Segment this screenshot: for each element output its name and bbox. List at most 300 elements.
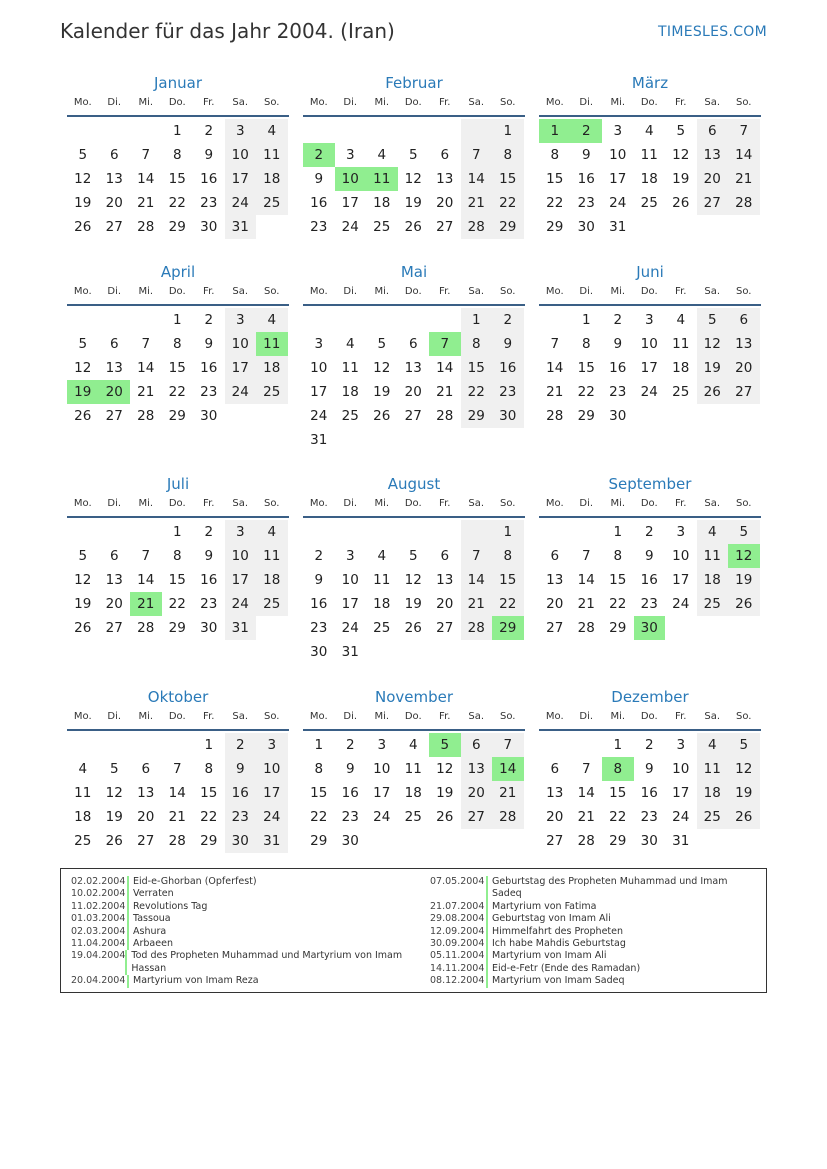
day-cell[interactable]: 2	[613, 312, 623, 328]
day-cell[interactable]: 1	[172, 312, 182, 328]
day-cell[interactable]: 6	[440, 147, 450, 163]
day-cell[interactable]: 14	[137, 360, 155, 376]
day-cell[interactable]: 17	[341, 596, 359, 612]
day-cell[interactable]: 24	[225, 592, 257, 616]
day-cell[interactable]: 18	[256, 167, 288, 191]
day-cell[interactable]: 17	[256, 781, 288, 805]
day-cell[interactable]: 12	[74, 171, 92, 187]
day-cell[interactable]: 8	[550, 147, 560, 163]
day-cell[interactable]: 5	[109, 761, 119, 777]
day-cell[interactable]: 9	[613, 336, 623, 352]
day-cell[interactable]: 15	[609, 572, 627, 588]
day-cell[interactable]: 11	[672, 336, 690, 352]
day-cell[interactable]: 24	[672, 809, 690, 825]
day-cell[interactable]: 7	[141, 548, 151, 564]
day-cell[interactable]: 24	[225, 191, 257, 215]
day-cell[interactable]: 17	[310, 384, 328, 400]
day-cell[interactable]: 6	[550, 548, 560, 564]
day-cell[interactable]: 26	[74, 408, 92, 424]
day-cell[interactable]: 25	[697, 592, 729, 616]
day-cell[interactable]: 3	[345, 147, 355, 163]
day-cell[interactable]: 22	[546, 195, 564, 211]
day-cell[interactable]: 10	[672, 548, 690, 564]
day-cell[interactable]: 18	[256, 356, 288, 380]
day-cell[interactable]: 23	[310, 620, 328, 636]
day-cell[interactable]: 27	[546, 620, 564, 636]
day-cell[interactable]: 12	[728, 544, 760, 568]
day-cell[interactable]: 13	[404, 360, 422, 376]
day-cell[interactable]: 7	[461, 143, 493, 167]
day-cell[interactable]: 17	[640, 360, 658, 376]
day-cell[interactable]: 16	[200, 171, 218, 187]
day-cell[interactable]: 19	[105, 809, 123, 825]
day-cell[interactable]: 10	[640, 336, 658, 352]
day-cell[interactable]: 31	[672, 833, 690, 849]
day-cell[interactable]: 9	[204, 548, 214, 564]
day-cell[interactable]: 24	[640, 384, 658, 400]
day-cell[interactable]: 8	[492, 143, 524, 167]
day-cell[interactable]: 10	[609, 147, 627, 163]
day-cell[interactable]: 6	[408, 336, 418, 352]
day-cell[interactable]: 10	[341, 572, 359, 588]
day-cell[interactable]: 24	[609, 195, 627, 211]
day-cell[interactable]: 26	[728, 592, 760, 616]
day-cell[interactable]: 29	[168, 408, 186, 424]
day-cell[interactable]: 24	[256, 805, 288, 829]
day-cell[interactable]: 10	[373, 761, 391, 777]
brand-link[interactable]: TIMESLES.COM	[658, 24, 767, 40]
day-cell[interactable]: 21	[728, 167, 760, 191]
day-cell[interactable]: 7	[492, 733, 524, 757]
day-cell[interactable]: 18	[697, 568, 729, 592]
day-cell[interactable]: 22	[310, 809, 328, 825]
day-cell[interactable]: 19	[404, 596, 422, 612]
day-cell[interactable]: 28	[436, 408, 454, 424]
day-cell[interactable]: 12	[697, 332, 729, 356]
day-cell[interactable]: 30	[200, 408, 218, 424]
day-cell[interactable]: 2	[204, 524, 214, 540]
day-cell[interactable]: 6	[109, 336, 119, 352]
day-cell[interactable]: 14	[436, 360, 454, 376]
day-cell[interactable]: 20	[546, 596, 564, 612]
day-cell[interactable]: 13	[728, 332, 760, 356]
day-cell[interactable]: 5	[78, 147, 88, 163]
day-cell[interactable]: 6	[728, 308, 760, 332]
day-cell[interactable]: 27	[436, 620, 454, 636]
day-cell[interactable]: 27	[137, 833, 155, 849]
day-cell[interactable]: 1	[613, 524, 623, 540]
day-cell[interactable]: 15	[168, 360, 186, 376]
day-cell[interactable]: 29	[577, 408, 595, 424]
day-cell[interactable]: 9	[204, 336, 214, 352]
day-cell[interactable]: 19	[373, 384, 391, 400]
day-cell[interactable]: 25	[256, 380, 288, 404]
day-cell[interactable]: 16	[310, 195, 328, 211]
day-cell[interactable]: 23	[225, 805, 257, 829]
day-cell[interactable]: 9	[644, 761, 654, 777]
day-cell[interactable]: 13	[546, 572, 564, 588]
day-cell[interactable]: 13	[105, 572, 123, 588]
day-cell[interactable]: 15	[546, 171, 564, 187]
day-cell[interactable]: 18	[373, 596, 391, 612]
day-cell[interactable]: 15	[200, 785, 218, 801]
day-cell[interactable]: 27	[697, 191, 729, 215]
day-cell[interactable]: 2	[644, 524, 654, 540]
day-cell[interactable]: 10	[225, 544, 257, 568]
day-cell[interactable]: 15	[492, 568, 524, 592]
day-cell[interactable]: 11	[256, 332, 288, 356]
day-cell[interactable]: 4	[78, 761, 88, 777]
day-cell[interactable]: 4	[256, 119, 288, 143]
day-cell[interactable]: 24	[310, 408, 328, 424]
day-cell[interactable]: 23	[200, 596, 218, 612]
day-cell[interactable]: 6	[109, 147, 119, 163]
day-cell[interactable]: 17	[672, 785, 690, 801]
day-cell[interactable]: 21	[130, 592, 162, 616]
day-cell[interactable]: 17	[672, 572, 690, 588]
day-cell[interactable]: 12	[404, 572, 422, 588]
day-cell[interactable]: 30	[200, 620, 218, 636]
day-cell[interactable]: 14	[728, 143, 760, 167]
day-cell[interactable]: 14	[137, 171, 155, 187]
day-cell[interactable]: 16	[609, 360, 627, 376]
day-cell[interactable]: 30	[492, 404, 524, 428]
day-cell[interactable]: 17	[373, 785, 391, 801]
day-cell[interactable]: 30	[577, 219, 595, 235]
day-cell[interactable]: 7	[429, 332, 461, 356]
day-cell[interactable]: 16	[341, 785, 359, 801]
day-cell[interactable]: 29	[609, 620, 627, 636]
day-cell[interactable]: 21	[461, 191, 493, 215]
day-cell[interactable]: 9	[644, 548, 654, 564]
day-cell[interactable]: 26	[672, 195, 690, 211]
day-cell[interactable]: 5	[408, 147, 418, 163]
day-cell[interactable]: 6	[550, 761, 560, 777]
day-cell[interactable]: 13	[137, 785, 155, 801]
day-cell[interactable]: 7	[728, 119, 760, 143]
day-cell[interactable]: 16	[640, 785, 658, 801]
day-cell[interactable]: 19	[436, 785, 454, 801]
day-cell[interactable]: 19	[672, 171, 690, 187]
day-cell[interactable]: 4	[377, 147, 387, 163]
day-cell[interactable]: 19	[404, 195, 422, 211]
day-cell[interactable]: 9	[345, 761, 355, 777]
day-cell[interactable]: 3	[256, 733, 288, 757]
day-cell[interactable]: 14	[461, 167, 493, 191]
day-cell[interactable]: 15	[492, 167, 524, 191]
day-cell[interactable]: 2	[571, 119, 603, 143]
day-cell[interactable]: 11	[404, 761, 422, 777]
day-cell[interactable]: 16	[577, 171, 595, 187]
day-cell[interactable]: 16	[200, 360, 218, 376]
day-cell[interactable]: 15	[168, 171, 186, 187]
day-cell[interactable]: 22	[461, 380, 493, 404]
day-cell[interactable]: 21	[492, 781, 524, 805]
day-cell[interactable]: 20	[436, 596, 454, 612]
day-cell[interactable]: 12	[105, 785, 123, 801]
day-cell[interactable]: 23	[200, 384, 218, 400]
day-cell[interactable]: 12	[74, 572, 92, 588]
day-cell[interactable]: 13	[546, 785, 564, 801]
day-cell[interactable]: 13	[697, 143, 729, 167]
day-cell[interactable]: 24	[341, 219, 359, 235]
day-cell[interactable]: 18	[341, 384, 359, 400]
day-cell[interactable]: 25	[404, 809, 422, 825]
day-cell[interactable]: 12	[436, 761, 454, 777]
day-cell[interactable]: 9	[314, 572, 324, 588]
day-cell[interactable]: 2	[345, 737, 355, 753]
day-cell[interactable]: 18	[404, 785, 422, 801]
day-cell[interactable]: 19	[728, 781, 760, 805]
day-cell[interactable]: 16	[225, 781, 257, 805]
day-cell[interactable]: 8	[581, 336, 591, 352]
day-cell[interactable]: 7	[581, 761, 591, 777]
day-cell[interactable]: 28	[137, 219, 155, 235]
day-cell[interactable]: 30	[341, 833, 359, 849]
day-cell[interactable]: 4	[408, 737, 418, 753]
day-cell[interactable]: 27	[546, 833, 564, 849]
day-cell[interactable]: 4	[256, 308, 288, 332]
day-cell[interactable]: 20	[105, 596, 123, 612]
day-cell[interactable]: 26	[728, 805, 760, 829]
day-cell[interactable]: 28	[168, 833, 186, 849]
day-cell[interactable]: 10	[256, 757, 288, 781]
day-cell[interactable]: 28	[577, 620, 595, 636]
day-cell[interactable]: 5	[408, 548, 418, 564]
day-cell[interactable]: 4	[644, 123, 654, 139]
day-cell[interactable]: 20	[461, 781, 493, 805]
day-cell[interactable]: 24	[225, 380, 257, 404]
day-cell[interactable]: 1	[492, 520, 524, 544]
day-cell[interactable]: 1	[539, 119, 571, 143]
day-cell[interactable]: 9	[581, 147, 591, 163]
day-cell[interactable]: 9	[314, 171, 324, 187]
day-cell[interactable]: 26	[404, 620, 422, 636]
day-cell[interactable]: 22	[168, 596, 186, 612]
day-cell[interactable]: 3	[377, 737, 387, 753]
day-cell[interactable]: 31	[609, 219, 627, 235]
day-cell[interactable]: 4	[697, 520, 729, 544]
day-cell[interactable]: 9	[204, 147, 214, 163]
day-cell[interactable]: 14	[461, 568, 493, 592]
day-cell[interactable]: 8	[461, 332, 493, 356]
day-cell[interactable]: 20	[137, 809, 155, 825]
day-cell[interactable]: 29	[492, 215, 524, 239]
day-cell[interactable]: 12	[728, 757, 760, 781]
day-cell[interactable]: 5	[78, 336, 88, 352]
day-cell[interactable]: 8	[204, 761, 214, 777]
day-cell[interactable]: 29	[168, 219, 186, 235]
day-cell[interactable]: 11	[366, 167, 398, 191]
day-cell[interactable]: 22	[200, 809, 218, 825]
day-cell[interactable]: 16	[200, 572, 218, 588]
day-cell[interactable]: 16	[640, 572, 658, 588]
day-cell[interactable]: 25	[373, 219, 391, 235]
day-cell[interactable]: 26	[404, 219, 422, 235]
day-cell[interactable]: 23	[492, 380, 524, 404]
day-cell[interactable]: 11	[341, 360, 359, 376]
day-cell[interactable]: 8	[492, 544, 524, 568]
day-cell[interactable]: 19	[728, 568, 760, 592]
day-cell[interactable]: 2	[644, 737, 654, 753]
day-cell[interactable]: 7	[141, 336, 151, 352]
day-cell[interactable]: 23	[640, 809, 658, 825]
day-cell[interactable]: 17	[225, 568, 257, 592]
day-cell[interactable]: 25	[256, 191, 288, 215]
day-cell[interactable]: 29	[200, 833, 218, 849]
day-cell[interactable]: 19	[74, 195, 92, 211]
day-cell[interactable]: 31	[225, 616, 257, 640]
day-cell[interactable]: 20	[99, 380, 131, 404]
day-cell[interactable]: 13	[105, 171, 123, 187]
day-cell[interactable]: 13	[105, 360, 123, 376]
day-cell[interactable]: 15	[168, 572, 186, 588]
day-cell[interactable]: 27	[404, 408, 422, 424]
day-cell[interactable]: 20	[404, 384, 422, 400]
day-cell[interactable]: 15	[461, 356, 493, 380]
day-cell[interactable]: 29	[168, 620, 186, 636]
day-cell[interactable]: 12	[373, 360, 391, 376]
day-cell[interactable]: 11	[373, 572, 391, 588]
day-cell[interactable]: 11	[640, 147, 658, 163]
day-cell[interactable]: 10	[225, 143, 257, 167]
day-cell[interactable]: 30	[609, 408, 627, 424]
day-cell[interactable]: 14	[137, 572, 155, 588]
day-cell[interactable]: 18	[672, 360, 690, 376]
day-cell[interactable]: 1	[581, 312, 591, 328]
day-cell[interactable]: 28	[728, 191, 760, 215]
day-cell[interactable]: 7	[581, 548, 591, 564]
day-cell[interactable]: 8	[172, 336, 182, 352]
day-cell[interactable]: 1	[172, 524, 182, 540]
day-cell[interactable]: 15	[577, 360, 595, 376]
day-cell[interactable]: 15	[609, 785, 627, 801]
day-cell[interactable]: 28	[577, 833, 595, 849]
day-cell[interactable]: 8	[172, 548, 182, 564]
day-cell[interactable]: 26	[373, 408, 391, 424]
day-cell[interactable]: 20	[105, 195, 123, 211]
day-cell[interactable]: 27	[105, 408, 123, 424]
day-cell[interactable]: 11	[256, 544, 288, 568]
day-cell[interactable]: 4	[256, 520, 288, 544]
day-cell[interactable]: 26	[697, 380, 729, 404]
day-cell[interactable]: 20	[728, 356, 760, 380]
day-cell[interactable]: 26	[74, 219, 92, 235]
day-cell[interactable]: 28	[492, 805, 524, 829]
day-cell[interactable]: 17	[341, 195, 359, 211]
day-cell[interactable]: 28	[137, 620, 155, 636]
day-cell[interactable]: 11	[256, 143, 288, 167]
day-cell[interactable]: 31	[256, 829, 288, 853]
day-cell[interactable]: 10	[672, 761, 690, 777]
day-cell[interactable]: 18	[256, 568, 288, 592]
day-cell[interactable]: 20	[436, 195, 454, 211]
day-cell[interactable]: 10	[310, 360, 328, 376]
day-cell[interactable]: 22	[609, 809, 627, 825]
day-cell[interactable]: 31	[310, 432, 328, 448]
day-cell[interactable]: 12	[672, 147, 690, 163]
day-cell[interactable]: 4	[697, 733, 729, 757]
day-cell[interactable]: 18	[74, 809, 92, 825]
day-cell[interactable]: 5	[728, 520, 760, 544]
day-cell[interactable]: 2	[225, 733, 257, 757]
day-cell[interactable]: 21	[137, 384, 155, 400]
day-cell[interactable]: 30	[310, 644, 328, 660]
day-cell[interactable]: 31	[341, 644, 359, 660]
day-cell[interactable]: 25	[256, 592, 288, 616]
day-cell[interactable]: 30	[640, 833, 658, 849]
day-cell[interactable]: 19	[74, 596, 92, 612]
day-cell[interactable]: 5	[377, 336, 387, 352]
day-cell[interactable]: 23	[609, 384, 627, 400]
day-cell[interactable]: 27	[105, 219, 123, 235]
day-cell[interactable]: 11	[697, 757, 729, 781]
day-cell[interactable]: 20	[546, 809, 564, 825]
day-cell[interactable]: 27	[436, 219, 454, 235]
day-cell[interactable]: 11	[697, 544, 729, 568]
day-cell[interactable]: 10	[225, 332, 257, 356]
day-cell[interactable]: 18	[697, 781, 729, 805]
day-cell[interactable]: 17	[225, 167, 257, 191]
day-cell[interactable]: 6	[109, 548, 119, 564]
day-cell[interactable]: 27	[728, 380, 760, 404]
day-cell[interactable]: 26	[105, 833, 123, 849]
day-cell[interactable]: 3	[314, 336, 324, 352]
day-cell[interactable]: 28	[137, 408, 155, 424]
day-cell[interactable]: 1	[492, 119, 524, 143]
day-cell[interactable]: 2	[303, 143, 335, 167]
day-cell[interactable]: 23	[341, 809, 359, 825]
day-cell[interactable]: 12	[74, 360, 92, 376]
day-cell[interactable]: 7	[172, 761, 182, 777]
day-cell[interactable]: 25	[341, 408, 359, 424]
day-cell[interactable]: 7	[141, 147, 151, 163]
day-cell[interactable]: 6	[697, 119, 729, 143]
day-cell[interactable]: 8	[613, 548, 623, 564]
day-cell[interactable]: 9	[225, 757, 257, 781]
day-cell[interactable]: 2	[204, 312, 214, 328]
day-cell[interactable]: 13	[436, 171, 454, 187]
day-cell[interactable]: 1	[314, 737, 324, 753]
day-cell[interactable]: 22	[609, 596, 627, 612]
day-cell[interactable]: 21	[436, 384, 454, 400]
day-cell[interactable]: 12	[404, 171, 422, 187]
day-cell[interactable]: 29	[310, 833, 328, 849]
day-cell[interactable]: 17	[609, 171, 627, 187]
day-cell[interactable]: 28	[461, 215, 493, 239]
day-cell[interactable]: 28	[461, 616, 493, 640]
day-cell[interactable]: 8	[602, 757, 634, 781]
day-cell[interactable]: 6	[141, 761, 151, 777]
day-cell[interactable]: 14	[546, 360, 564, 376]
day-cell[interactable]: 23	[200, 195, 218, 211]
day-cell[interactable]: 14	[577, 572, 595, 588]
day-cell[interactable]: 13	[461, 757, 493, 781]
day-cell[interactable]: 14	[168, 785, 186, 801]
day-cell[interactable]: 19	[697, 356, 729, 380]
day-cell[interactable]: 3	[676, 524, 686, 540]
day-cell[interactable]: 24	[672, 596, 690, 612]
day-cell[interactable]: 25	[640, 195, 658, 211]
day-cell[interactable]: 6	[461, 733, 493, 757]
day-cell[interactable]: 4	[676, 312, 686, 328]
day-cell[interactable]: 30	[200, 219, 218, 235]
day-cell[interactable]: 15	[310, 785, 328, 801]
day-cell[interactable]: 7	[461, 544, 493, 568]
day-cell[interactable]: 23	[310, 219, 328, 235]
day-cell[interactable]: 27	[461, 805, 493, 829]
day-cell[interactable]: 3	[613, 123, 623, 139]
